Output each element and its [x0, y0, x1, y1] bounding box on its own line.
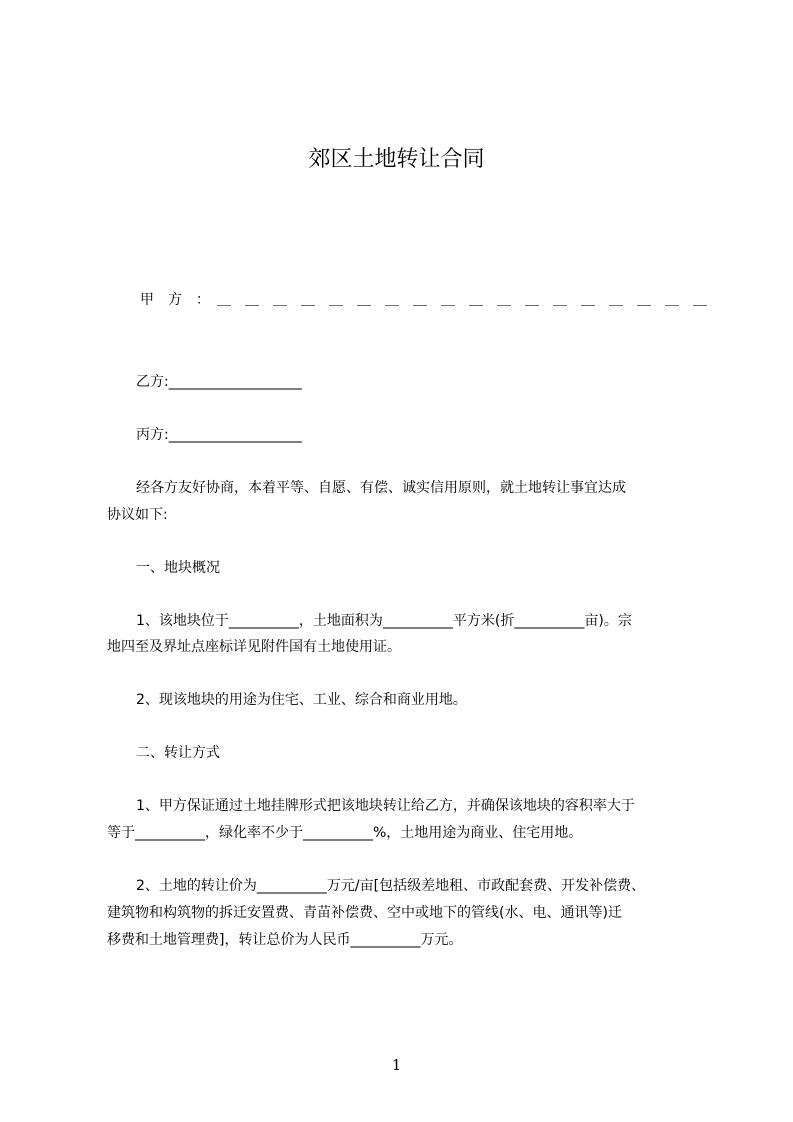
party-a-line: 甲 方 ： ＿ ＿ ＿ ＿ ＿ ＿ ＿ ＿ ＿ ＿ ＿ ＿ ＿ ＿ ＿ ＿ ＿ ＿ [140, 292, 707, 308]
section-1-item-2: 2、现该地块的用途为住宅、工业、综合和商业用地。 [136, 692, 467, 708]
section-2-item-1-line-1: 1、甲方保证通过土地挂牌形式把该地块转让给乙方，并确保该地块的容积率大于 [136, 798, 635, 814]
section-2-item-1-line-2: 等于__________，绿化率不少于__________%，土地用途为商业、住宅用地。 [107, 825, 583, 841]
section-1-item-1-line-2: 地四至及界址点座标详见附件国有土地使用证。 [107, 639, 401, 655]
section-2-item-2-line-2: 建筑物和构筑物的拆迁安置费、青苗补偿费、空中或地下的管线(水、电、通讯等)迁 [107, 905, 622, 921]
section-2-item-2-line-3: 移费和土地管理费]，转让总价为人民币__________万元。 [107, 932, 463, 948]
page-number: 1 [391, 1056, 402, 1074]
section-1-item-1-line-1: 1、该地块位于__________，土地面积为__________平方米(折__________亩)。宗 [136, 613, 632, 629]
intro-paragraph-line-1: 经各方友好协商，本着平等、自愿、有偿、诚实信用原则，就土地转让事宜达成 [136, 480, 626, 496]
section-2-heading: 二、转让方式 [136, 745, 220, 761]
section-2-item-2-line-1: 2、土地的转让价为__________万元/亩[包括级差地租、市政配套费、开发补偿费、 [136, 878, 646, 894]
party-b-line: 乙方:___________________ [136, 374, 302, 390]
section-1-heading: 一、地块概况 [136, 560, 220, 576]
document-title: 郊区土地转让合同 [308, 147, 485, 172]
party-c-line: 丙方:___________________ [136, 427, 302, 443]
intro-paragraph-line-2: 协议如下: [107, 507, 168, 523]
